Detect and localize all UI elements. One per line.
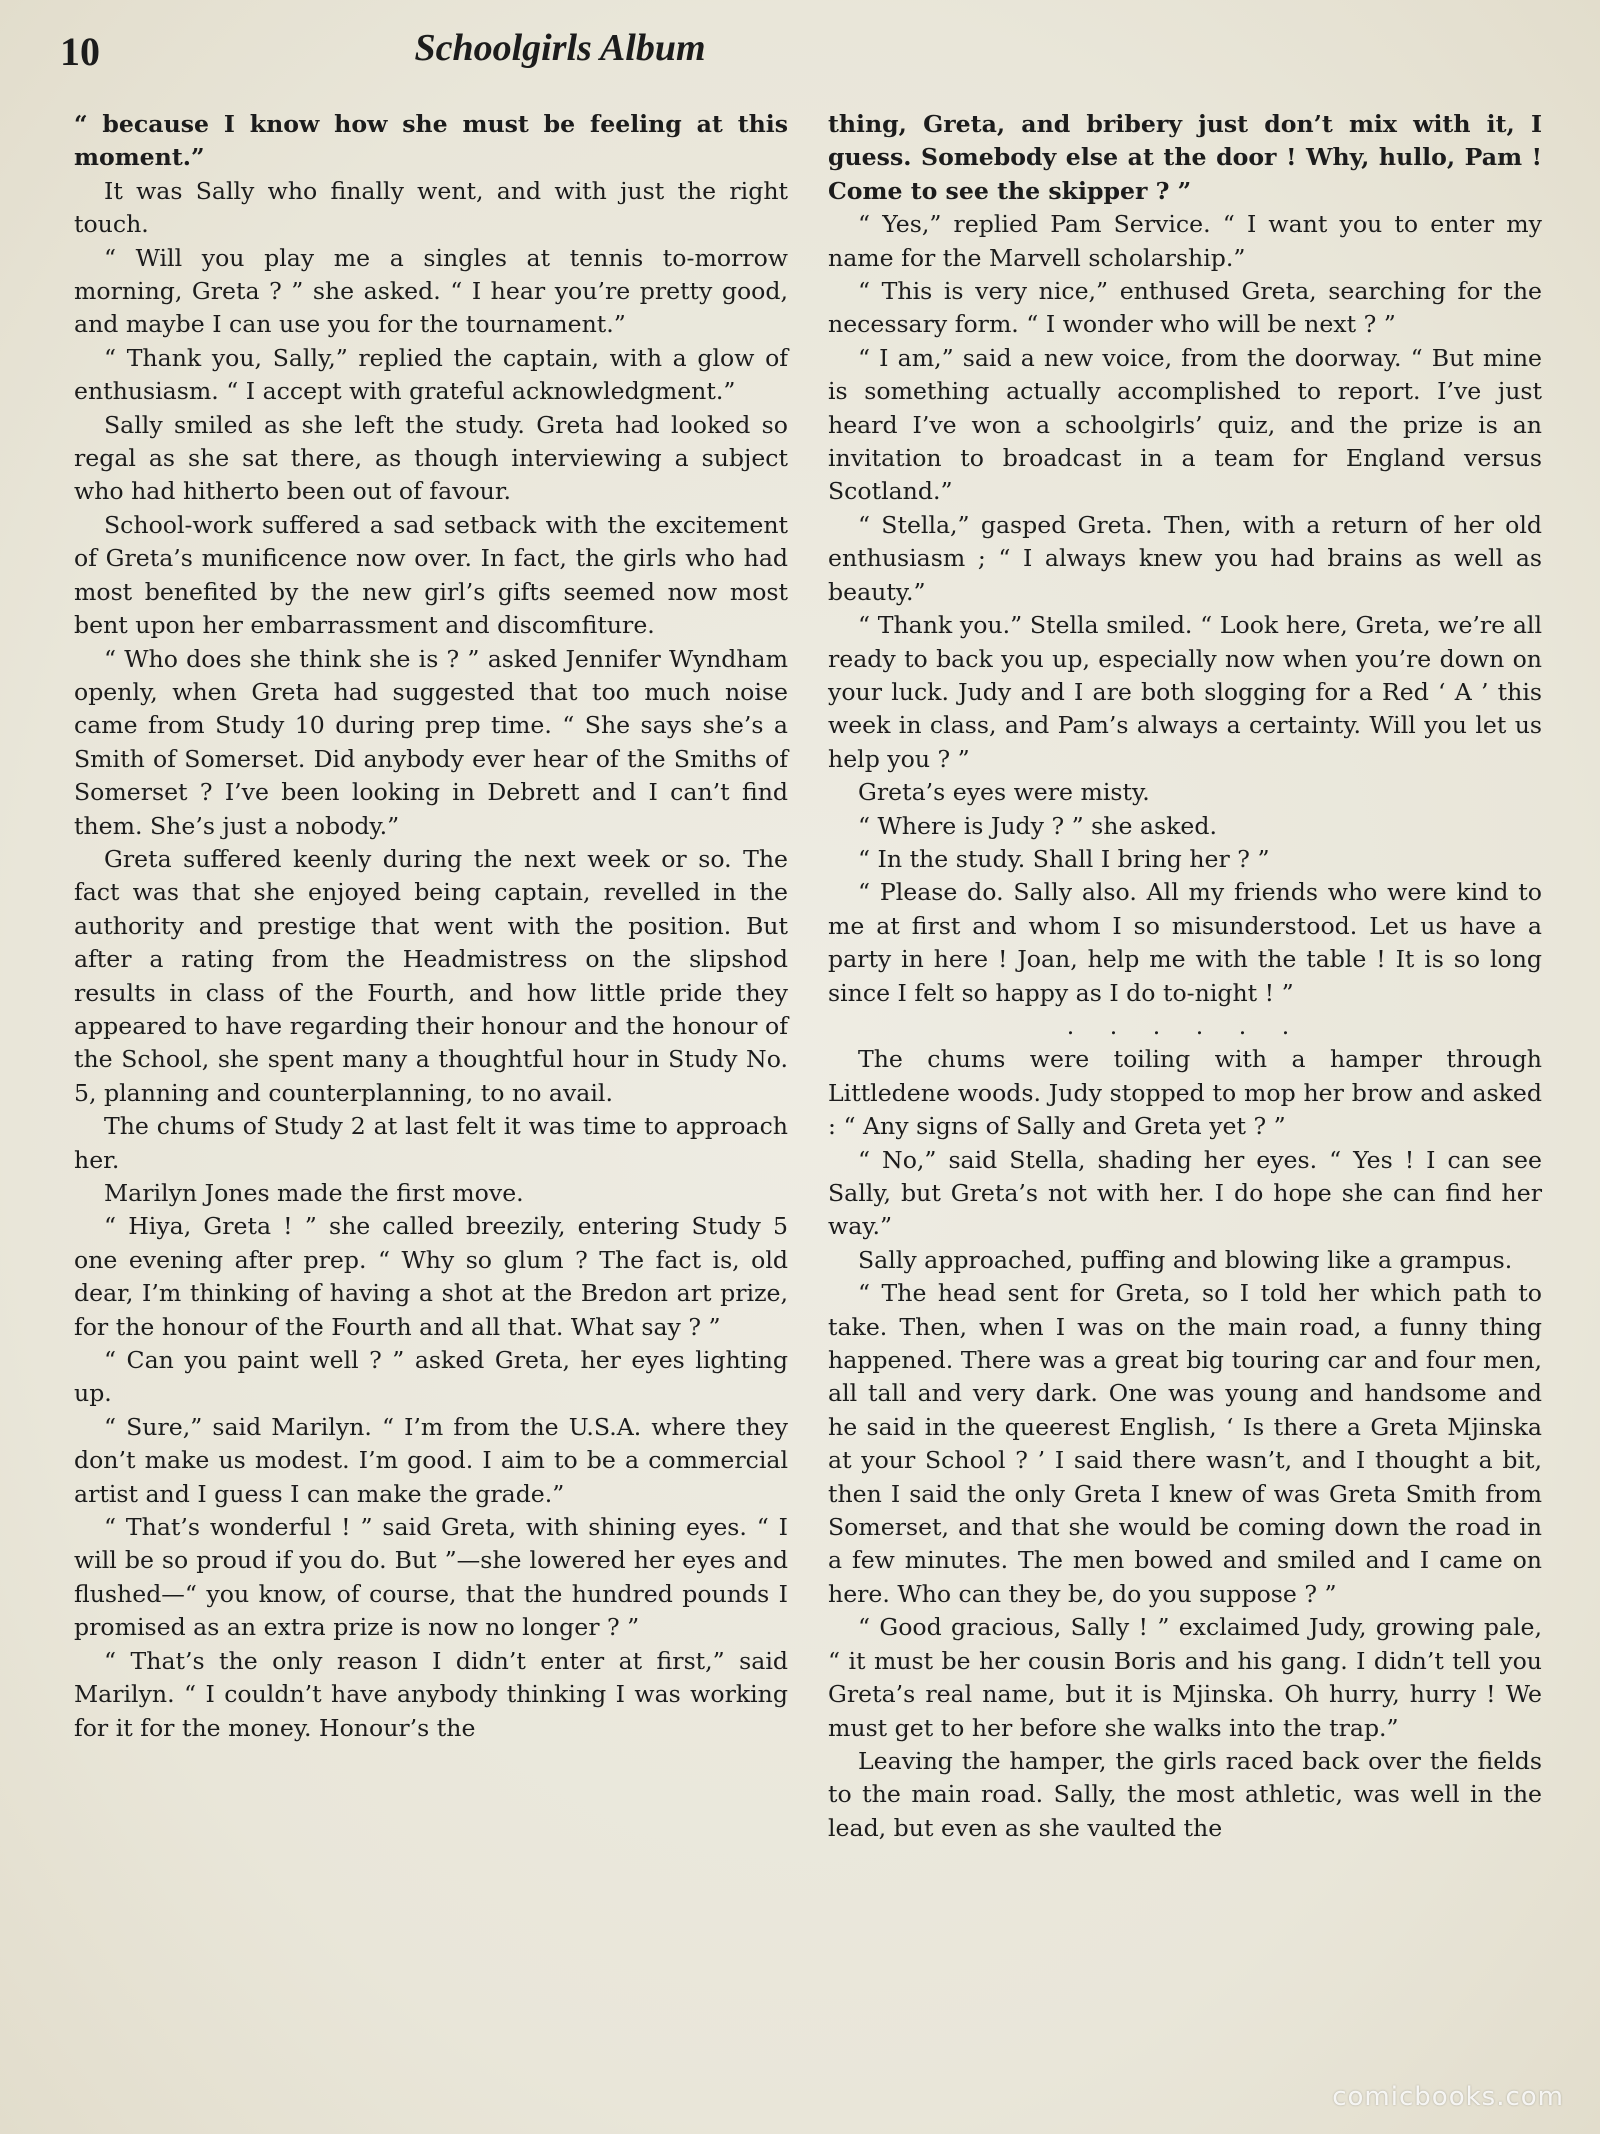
paragraph: “ Where is Judy ? ” she asked. xyxy=(858,811,1217,840)
paragraph: “ The head sent for Greta, so I told her which path to take. Then, when I was on the main road, a funny thing happened. There was a great big touring car and four men, all tall and very dark. One was young and handsome and he said in the queerest English, ‘ Is there a Greta Mjinska at your School ? ’ I said there wasn’t, and I thought a bit, then I said the only Greta I knew of was Greta Smith from Somerset, and that she would be coming down the road in a few minutes. The men bowed and smiled and I came on here. Who can they be, do you suppose ? ” xyxy=(828,1279,1542,1608)
paragraph: It was Sally who finally went, and with just the right touch. xyxy=(74,176,788,239)
paragraph: “ Please do. Sally also. All my friends who were kind to me at first and whom I so misunderstood. Let us have a party in here ! Joan, help me with the table ! It is so long since I felt so happy as I do to-night ! ” xyxy=(828,878,1542,1007)
paragraph: The chums were toiling with a hamper through Littledene woods. Judy stopped to mop her brow and asked : “ Any signs of Sally and Greta yet ? ” xyxy=(828,1045,1542,1141)
paragraph: “ Who does she think she is ? ” asked Jennifer Wyndham openly, when Greta had suggested that too much noise came from Study 10 during prep time. “ She says she’s a Smith of Somerset. Did anybody ever hear of the Smiths of Somerset ? I’ve been looking in Debrett and I can’t find them. She’s just a nobody.” xyxy=(74,644,788,840)
paragraph: “ Yes,” replied Pam Service. “ I want you to enter my name for the Marvell scholarship.” xyxy=(828,210,1542,272)
paragraph: Sally smiled as she left the study. Greta had looked so regal as she sat there, as though interviewing a subject who had hitherto been out of favour. xyxy=(74,410,788,506)
paragraph: “ No,” said Stella, shading her eyes. “ Yes ! I can see Sally, but Greta’s not with her. I do hope she can find her way.” xyxy=(828,1145,1542,1241)
paragraph: Greta suffered keenly during the next week or so. The fact was that she enjoyed being captain, revelled in the authority and prestige that went with the position. But after a rating from the Headmistress on the slipshod results in class of the Fourth, and how little pride they appeared to have regarding their honour and the honour of the School, she spent many a thoughtful hour in Study No. 5, planning and counterplanning, to no avail. xyxy=(74,844,788,1107)
paragraph: School-work suffered a sad setback with the excitement of Greta’s munificence now over. In fact, the girls who had most benefited by the new girl’s gifts seemed now most bent upon her embarrassment and discomfiture. xyxy=(74,510,788,640)
magazine-title: Schoolgirls Album xyxy=(414,27,706,69)
paragraph: “ Will you play me a singles at tennis to-morrow morning, Greta ? ” she asked. “ I hear you’re pretty good, and maybe I can use you for the tournament.” xyxy=(74,243,788,339)
paragraph: “ That’s wonderful ! ” said Greta, with shining eyes. “ I will be so proud if you do. But ”—she lowered her eyes and flushed—“ you know, of course, that the hundred pounds I promised as an extra prize is now no longer ? ” xyxy=(74,1513,788,1642)
page-number: 10 xyxy=(60,29,100,74)
watermark: comicbooks.com xyxy=(1332,2082,1564,2112)
page-header xyxy=(60,20,1540,80)
paragraph: “ Thank you.” Stella smiled. “ Look here, Greta, we’re all ready to back you up, especially now when you’re down on your luck. Judy and I are both slogging for a Red ‘ A ’ this week in class, and Pam’s always a certainty. Will you let us help you ? ” xyxy=(828,611,1542,773)
paragraph: “ Stella,” gasped Greta. Then, with a return of her old enthusiasm ; “ I always knew you had brains as well as beauty.” xyxy=(828,510,1542,606)
section-separator: . . . . . . xyxy=(1066,1011,1304,1040)
paragraph: “ Thank you, Sally,” replied the captain, with a glow of enthusiasm. “ I accept with grateful acknowledgment.” xyxy=(74,343,788,406)
paragraph: “ Sure,” said Marilyn. “ I’m from the U.S.A. where they don’t make us modest. I’m good. I aim to be a commercial artist and I guess I can make the grade.” xyxy=(74,1412,788,1508)
paragraph: The chums of Study 2 at last felt it was time to approach her. xyxy=(74,1112,788,1174)
paragraph: “ Hiya, Greta ! ” she called breezily, entering Study 5 one evening after prep. “ Why so glum ? The fact is, old dear, I’m thinking of having a shot at the Bredon art prize, for the honour of the Fourth and all that. What say ? ” xyxy=(74,1212,788,1341)
paragraph: Marilyn Jones made the first move. xyxy=(104,1179,524,1207)
paragraph: “ Good gracious, Sally ! ” exclaimed Judy, growing pale, “ it must be her cousin Boris and his gang. I didn’t tell you Greta’s real name, but it is Mjinska. Oh hurry, hurry ! We must get to her before she walks into the trap.” xyxy=(828,1613,1542,1742)
paragraph: “ This is very nice,” enthused Greta, searching for the necessary form. “ I wonder who will be next ? ” xyxy=(828,277,1542,339)
paragraph: thing, Greta, and bribery just don’t mix with it, I guess. Somebody else at the door ! Why, hullo, Pam ! Come to see the skipper ? ” xyxy=(828,110,1542,205)
paragraph: Leaving the hamper, the girls raced back over the fields to the main road. Sally, the most athletic, was well in the lead, but even as she vaulted the xyxy=(828,1746,1542,1842)
paragraph: “ In the study. Shall I bring her ? ” xyxy=(858,844,1270,873)
right-column xyxy=(828,108,1542,1845)
paragraph: Greta’s eyes were misty. xyxy=(858,778,1150,807)
paragraph: “ That’s the only reason I didn’t enter at first,” said Marilyn. “ I couldn’t have anybody thinking I was working for it for the money. Honour’s the xyxy=(74,1646,788,1742)
left-column xyxy=(74,108,788,1745)
paragraph: “ Can you paint well ? ” asked Greta, her eyes lighting up. xyxy=(74,1346,788,1408)
paragraph: Sally approached, puffing and blowing like a grampus. xyxy=(858,1245,1513,1274)
paragraph: “ I am,” said a new voice, from the doorway. “ But mine is something actually accomplished to report. I’ve just heard I’ve won a schoolgirls’ quiz, and the prize is an invitation to broadcast in a team for England versus Scotland.” xyxy=(828,343,1542,506)
paragraph: “ because I know how she must be feeling at this moment.” xyxy=(74,110,788,172)
